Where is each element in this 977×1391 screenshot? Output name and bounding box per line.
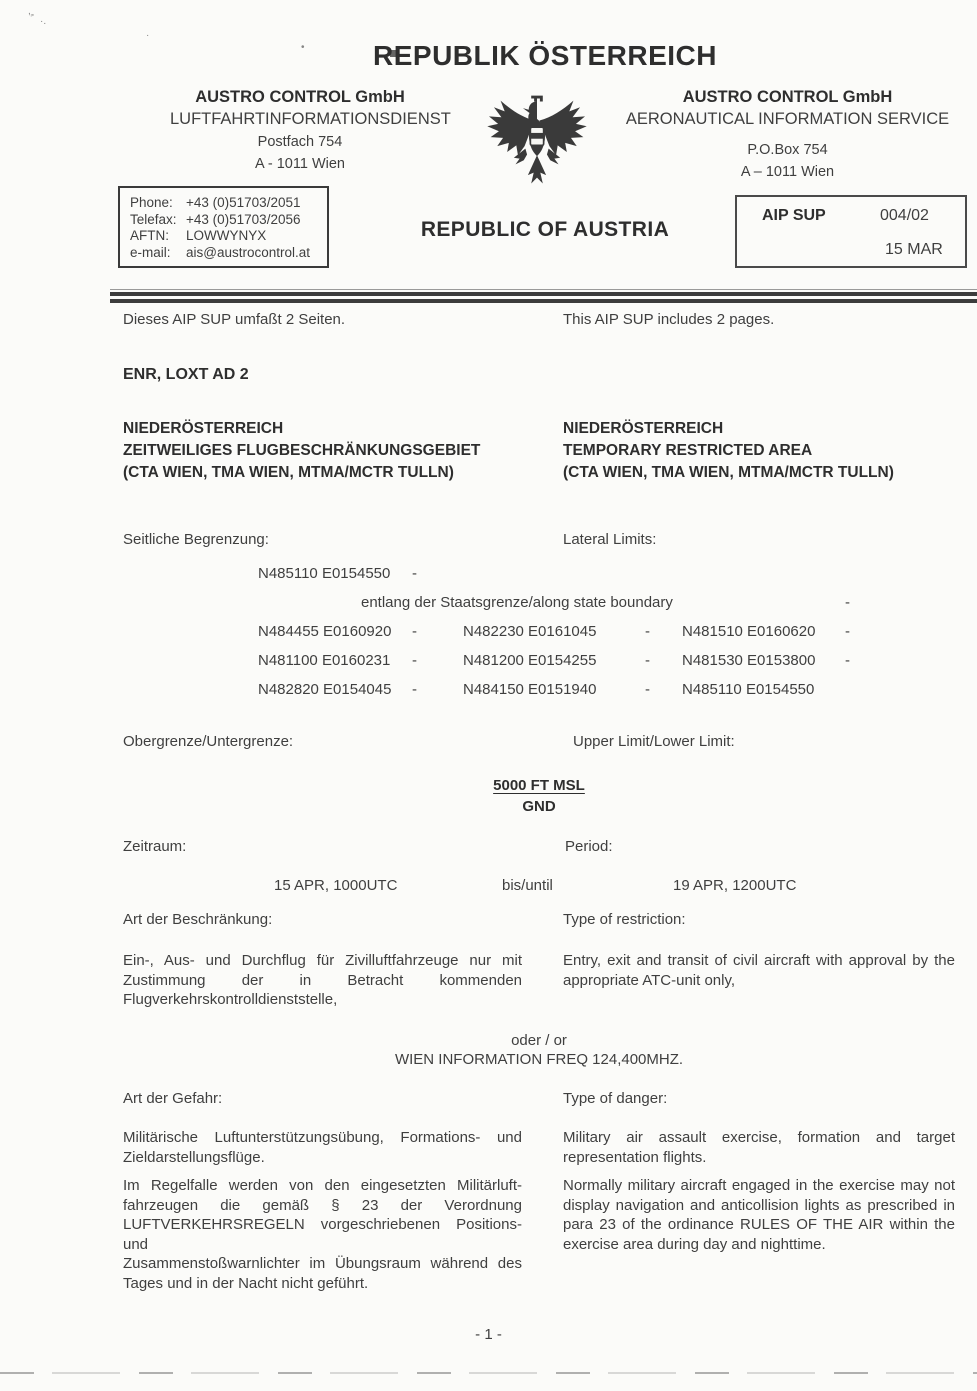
- coordinate: N485110 E0154550: [682, 681, 815, 698]
- vertical-limits-label-en: Upper Limit/Lower Limit:: [573, 733, 735, 750]
- upper-limit-value: 5000 FT MSL: [493, 777, 585, 794]
- intro-text-en: This AIP SUP includes 2 pages.: [563, 311, 775, 328]
- paragraph-line: Ein-, Aus- und Durchflug für Zivilluftfahrzeuge nur mit: [123, 952, 522, 969]
- paragraph-line: Entry, exit and transit of civil aircraft with approval by the: [563, 952, 955, 969]
- area-title-line: (CTA WIEN, TMA WIEN, MTMA/MCTR TULLN): [563, 464, 894, 481]
- area-title-de: [123, 418, 563, 484]
- org-dept: LUFTFAHRTINFORMATIONSDIENST: [170, 110, 451, 128]
- doc-series: AIP SUP: [762, 207, 826, 224]
- paragraph-line: Zustimmung der in Betracht kommenden: [123, 971, 522, 989]
- doc-number: 004/02: [880, 207, 929, 224]
- paragraph-line: appropriate ATC-unit only,: [563, 971, 736, 989]
- paragraph-line: representation flights.: [563, 1148, 707, 1166]
- area-title-en: [563, 418, 968, 484]
- area-title-line: NIEDERÖSTERREICH: [563, 420, 724, 437]
- header-divider-thin: [110, 289, 977, 290]
- restriction-text-de: [123, 951, 522, 1010]
- paragraph-line: Zusammenstoßwarnlichter im Übungsraum während des: [123, 1255, 522, 1272]
- scan-speck: ·: [146, 30, 150, 41]
- section-reference: ENR, LOXT AD 2: [123, 366, 249, 383]
- danger-label-en: Type of danger:: [563, 1090, 668, 1107]
- coordinate-separator: -: [412, 681, 417, 698]
- paragraph-line: Normally military aircraft engaged in the exercise may not: [563, 1177, 955, 1194]
- period-connector: bis/until: [502, 877, 553, 894]
- email-value: ais@austrocontrol.at: [186, 244, 311, 260]
- aip-sup-reference-box: [735, 195, 967, 268]
- paragraph-line: Flugverkehrskontrolldienststelle,: [123, 991, 338, 1008]
- restriction-label-de: Art der Beschränkung:: [123, 911, 273, 928]
- coordinate-separator: -: [845, 623, 850, 640]
- area-title-line: NIEDERÖSTERREICH: [123, 420, 284, 437]
- danger-paragraph1-en: [563, 1128, 955, 1167]
- coordinate-separator: -: [645, 652, 650, 669]
- restriction-label-en: Type of restriction:: [563, 911, 686, 928]
- coordinate: N485110 E0154550: [258, 565, 391, 582]
- coordinate-separator: -: [645, 681, 650, 698]
- danger-paragraph2-de: [123, 1176, 522, 1293]
- area-title-line: ZEITWEILIGES FLUGBESCHRÄNKUNGSGEBIET: [123, 442, 481, 459]
- org-block-german: [170, 86, 451, 174]
- lateral-limits-label-en: Lateral Limits:: [563, 531, 657, 548]
- paragraph-line: exercise area during day and nighttime.: [563, 1235, 826, 1253]
- document-title-en: REPUBLIC OF AUSTRIA: [420, 218, 670, 241]
- coordinate: N484150 E0151940: [463, 681, 597, 698]
- coordinate: N481100 E0160231: [258, 652, 391, 669]
- org-pobox: Postfach 754: [257, 134, 343, 150]
- scan-speck: ·.: [40, 16, 47, 27]
- email-label: e-mail:: [130, 244, 171, 260]
- area-title-line: (CTA WIEN, TMA WIEN, MTMA/MCTR TULLN): [123, 464, 454, 481]
- danger-paragraph2-en: [563, 1176, 955, 1254]
- area-title-line: TEMPORARY RESTRICTED AREA: [563, 442, 813, 459]
- state-boundary-note: entlang der Staatsgrenze/along state boundary: [361, 594, 673, 611]
- restriction-text-en: [563, 951, 955, 990]
- coordinate-separator: -: [412, 652, 417, 669]
- doc-date: 15 MAR: [885, 241, 943, 258]
- danger-label-de: Art der Gefahr:: [123, 1090, 223, 1107]
- coordinate: N482230 E0161045: [463, 623, 597, 640]
- page-number: - 1 -: [475, 1326, 502, 1343]
- telefax-value: +43 (0)51703/2056: [186, 211, 301, 227]
- aftn-value: LOWWYNYX: [186, 228, 267, 243]
- phone-label: Phone:: [130, 195, 173, 210]
- coordinate-separator: -: [412, 565, 417, 582]
- paragraph-line: display navigation and anticollision lights as prescribed in: [563, 1196, 955, 1214]
- paragraph-line: LUFTVERKEHRSREGELN vorgeschriebenen Positions- und: [123, 1216, 522, 1253]
- period-to: 19 APR, 1200UTC: [673, 877, 797, 894]
- coordinate: N481200 E0154255: [463, 652, 597, 669]
- coordinate: N484455 E0160920: [258, 623, 392, 640]
- contact-row-email: [130, 245, 327, 262]
- scan-speck: , ٍ: [28, 6, 34, 17]
- coordinate: N481530 E0153800: [682, 652, 816, 669]
- paragraph-line: Zieldarstellungsflüge.: [123, 1148, 265, 1166]
- paragraph-line: para 23 of the ordinance RULES OF THE AIR within the: [563, 1216, 955, 1233]
- coordinate-separator: -: [645, 623, 650, 640]
- restriction-or-line: oder / or: [511, 1032, 567, 1049]
- paragraph-line: Militärische Luftunterstützungsübung, Formations- und: [123, 1129, 522, 1146]
- org-pobox: P.O.Box 754: [747, 142, 828, 158]
- period-from: 15 APR, 1000UTC: [274, 877, 398, 894]
- phone-value: +43 (0)51703/2051: [186, 195, 301, 210]
- org-city: A - 1011 Wien: [254, 156, 345, 172]
- coordinate-separator: -: [845, 594, 850, 611]
- paragraph-line: fahrzeugen die gemäß § 23 der Verordnung: [123, 1196, 522, 1214]
- org-block-english: [600, 86, 975, 182]
- header-divider-top: [110, 292, 977, 296]
- contact-row-phone: [130, 195, 327, 212]
- intro-text-de: Dieses AIP SUP umfaßt 2 Seiten.: [123, 311, 346, 328]
- org-dept: AERONAUTICAL INFORMATION SERVICE: [625, 110, 950, 128]
- coordinate: N481510 E0160620: [682, 623, 816, 640]
- period-label-de: Zeitraum:: [123, 838, 187, 855]
- coordinate: N482820 E0154045: [258, 681, 392, 698]
- coordinate-separator: -: [412, 623, 417, 640]
- austrian-eagle-emblem-icon: [487, 94, 587, 200]
- document-title-de: REPUBLIK ÖSTERREICH: [373, 40, 717, 71]
- lateral-limits-label-de: Seitliche Begrenzung:: [123, 531, 269, 548]
- scan-speck: •: [301, 42, 305, 53]
- restriction-frequency-line: WIEN INFORMATION FREQ 124,400MHZ.: [394, 1051, 684, 1068]
- period-label-en: Period:: [565, 838, 613, 855]
- aftn-label: AFTN:: [130, 228, 169, 243]
- paragraph-line: Military air assault exercise, formation and target: [563, 1129, 955, 1146]
- danger-paragraph1-de: [123, 1128, 522, 1167]
- org-city: A – 1011 Wien: [740, 164, 835, 180]
- org-name: AUSTRO CONTROL GmbH: [682, 88, 893, 106]
- vertical-limits-label-de: Obergrenze/Untergrenze:: [123, 733, 294, 750]
- paragraph-line: Im Regelfalle werden von den eingesetzten Militärluft-: [123, 1177, 522, 1194]
- paragraph-line: Tages und in der Nacht nicht geführt.: [123, 1274, 369, 1292]
- header-divider-bottom: [110, 299, 977, 303]
- lower-limit-value: GND: [522, 798, 556, 815]
- org-name: AUSTRO CONTROL GmbH: [195, 88, 405, 106]
- upper-limit-value-wrap: [123, 777, 955, 795]
- coordinate-separator: -: [845, 652, 850, 669]
- scan-artifact-line: [0, 1372, 977, 1374]
- telefax-label: Telefax:: [130, 211, 177, 227]
